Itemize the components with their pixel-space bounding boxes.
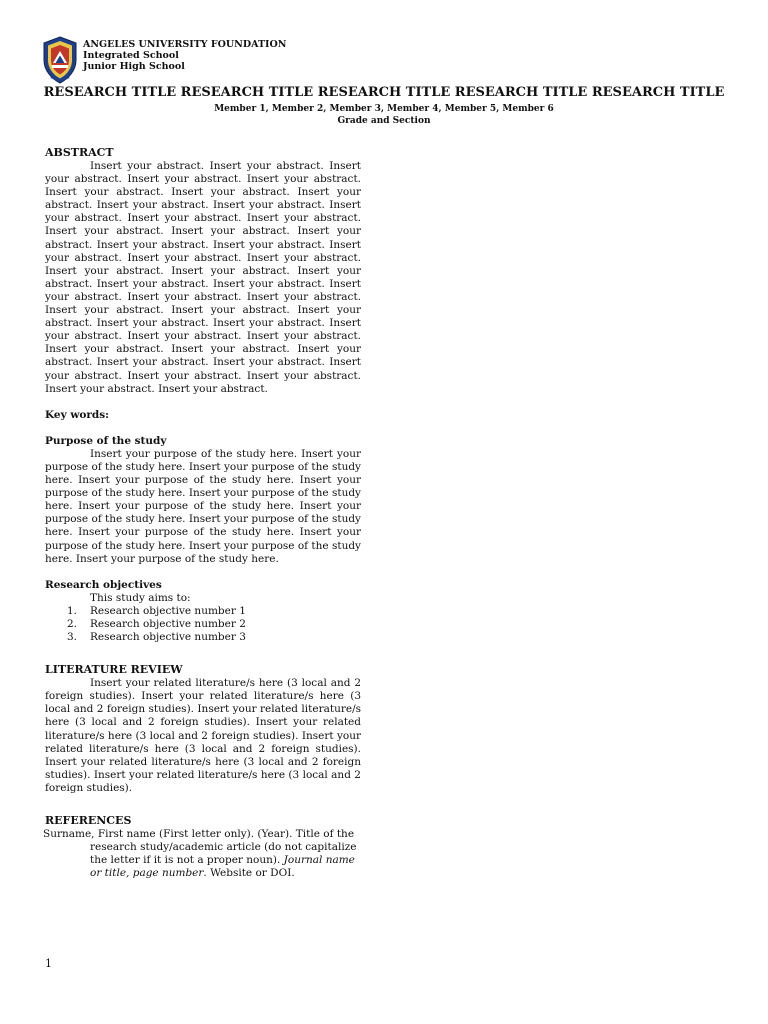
list-text: Research objective number 1 bbox=[90, 604, 246, 617]
school-level: Junior High School bbox=[83, 61, 185, 72]
members-line: Member 1, Member 2, Member 3, Member 4, Member 5, Member 6 bbox=[214, 104, 554, 114]
objectives-intro: This study aims to: bbox=[90, 591, 191, 604]
page-number: 1 bbox=[45, 957, 52, 970]
list-text: Research objective number 2 bbox=[90, 618, 246, 630]
list-number: 2. bbox=[67, 618, 78, 630]
keywords-heading: Key words: bbox=[45, 408, 110, 421]
list-item bbox=[45, 618, 361, 631]
literature-text: Insert your related literature/s here (3 local and 2 foreign studies). Insert your related literature/s here (3 local and 2 foreign studies). Insert your related literature/s here (3 local and 2 foreign studies). Insert your related literature/s here (3 local and 2 foreign studies). Insert your related literature/s here (3 local and 2 foreign studies). Insert your related literature/s here (3 local and 2 foreign studies). Insert your related literature/s here (3 local and 2 foreign studies). bbox=[45, 677, 361, 794]
grade-section: Grade and Section bbox=[337, 116, 431, 126]
literature-heading: LITERATURE REVIEW bbox=[45, 663, 183, 677]
list-number: 1. bbox=[67, 604, 78, 617]
institution-block bbox=[83, 39, 286, 72]
reference-tail: . Website or DOI. bbox=[203, 867, 295, 880]
list-text: Research objective number 3 bbox=[90, 631, 246, 644]
purpose-text: Insert your purpose of the study here. Insert your purpose of the study here. Insert your purpose of the study here. Insert your purpose of the study here. Insert your purpose of the study here. Insert your purpose of the study here. Insert your purpose of the study here. Insert your purpose of the study here. Insert your purpose of the study here. Insert your purpose of the study here. Insert your purpose of the study here. Insert your purpose of the study here. Insert your purpose of the study here. bbox=[45, 447, 361, 565]
reference-journal: Journal name or title, page number bbox=[90, 854, 355, 880]
list-item bbox=[45, 605, 361, 618]
content-column bbox=[45, 146, 361, 880]
school-name: Integrated School bbox=[83, 50, 179, 61]
abstract-text: Insert your abstract. Insert your abstract. Insert your abstract. Insert your abstract. Insert your abstract. Insert your abstract. Insert your abstract. Insert your abstract. Insert your abstract. Insert your abstract. Insert your abstract. Insert your abstract. Insert your abstract. Insert your abstract. Insert your abstract. Insert your abstract. Insert your abstract. Insert your abstract. Insert your abstract. Insert your abstract. Insert your abstract. Insert your abstract. Insert your abstract. Insert your abstract. Insert your abstract. Insert your abstract. Insert your abstract. Insert your abstract. Insert your abstract. Insert your abstract. Insert your abstract. Insert your abstract. Insert your abstract. Insert your abstract. Insert your abstract. Insert your abstract. Insert your abstract. Insert your abstract. Insert your abstract. Insert your abstract. Insert your abstract. Insert your abstract. Insert your abstract. Insert your abstract. Insert your abstract. Insert your abstract. Insert your abstract. bbox=[45, 160, 361, 395]
objectives-list bbox=[45, 605, 361, 644]
research-title: RESEARCH TITLE RESEARCH TITLE RESEARCH TITLE RESEARCH TITLE RESEARCH TITLE bbox=[43, 85, 725, 100]
purpose-heading: Purpose of the study bbox=[45, 434, 167, 447]
reference-text: Surname, First name (First letter only). (Year). Title of the research study/academic article (do not capitalize the letter if it is not a proper noun). bbox=[43, 828, 357, 867]
abstract-heading: ABSTRACT bbox=[45, 146, 114, 159]
list-number: 3. bbox=[67, 631, 78, 644]
institution-name: ANGELES UNIVERSITY FOUNDATION bbox=[83, 39, 287, 50]
references-heading: REFERENCES bbox=[45, 814, 132, 828]
list-item bbox=[45, 631, 361, 644]
university-seal-icon bbox=[42, 36, 78, 84]
reference-entry bbox=[43, 828, 361, 880]
objectives-heading: Research objectives bbox=[45, 578, 162, 591]
